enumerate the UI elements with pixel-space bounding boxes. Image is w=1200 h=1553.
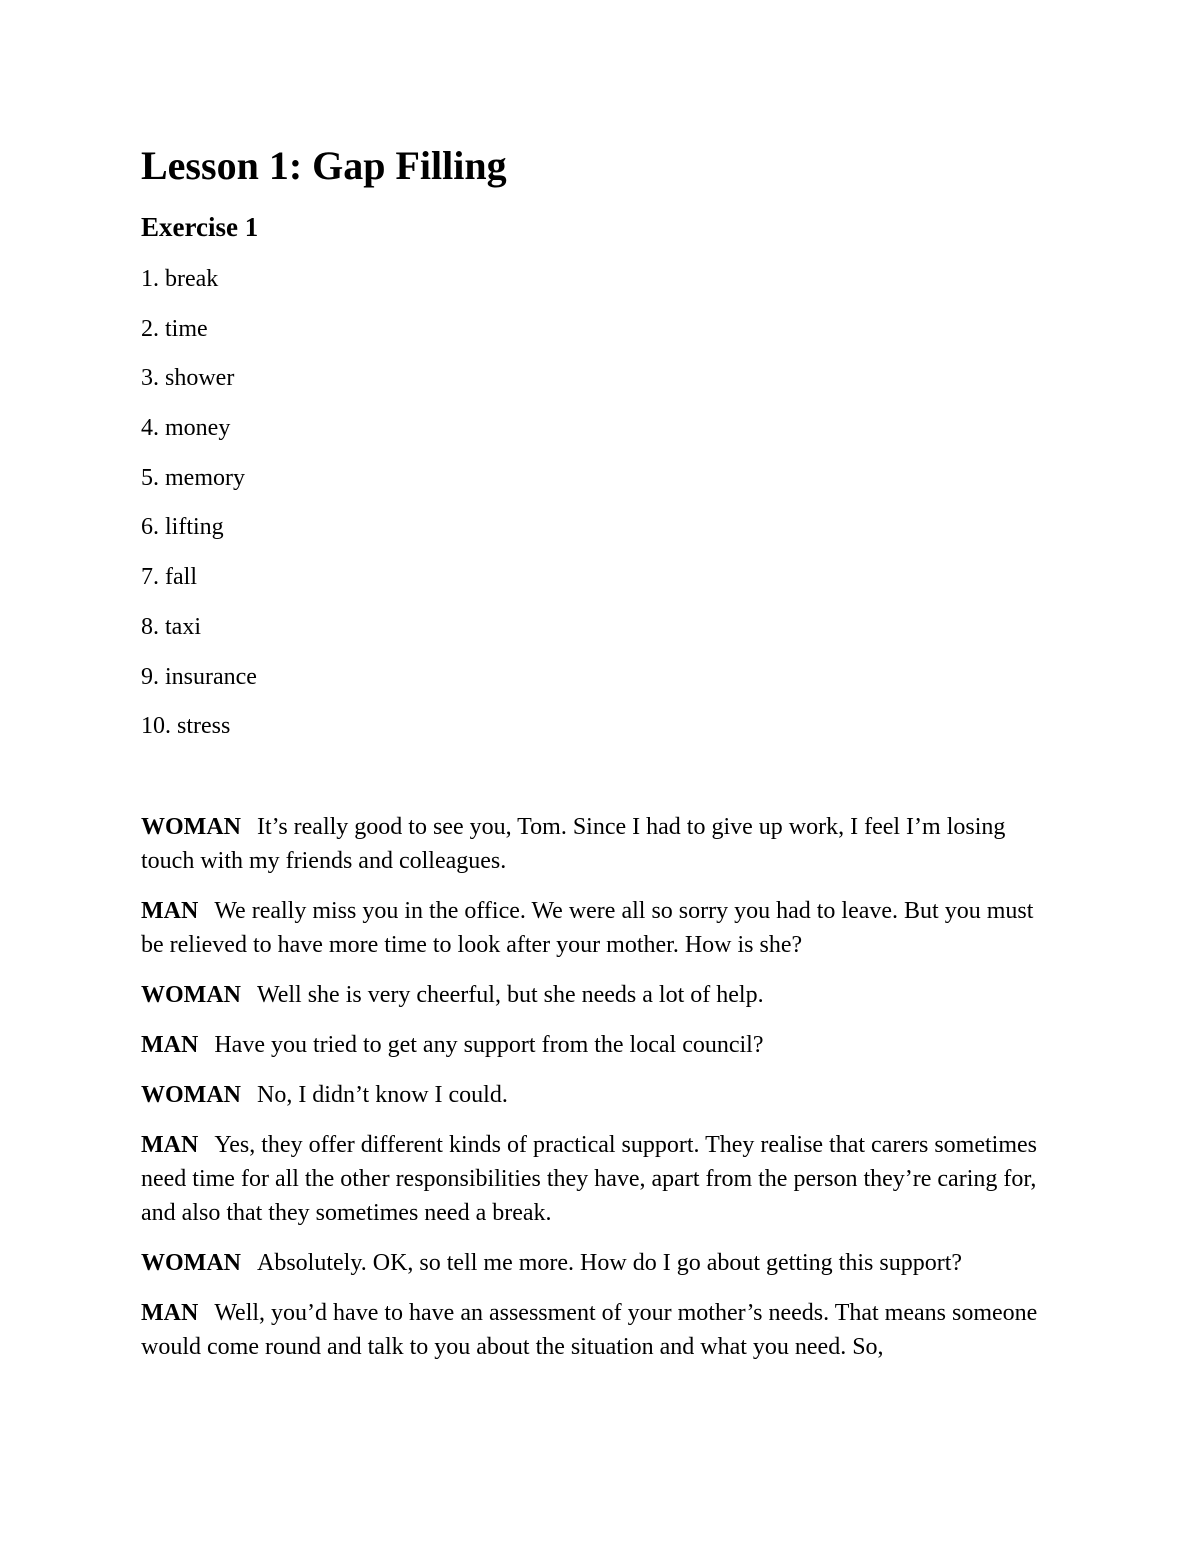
answer-item: 5. memory bbox=[141, 464, 245, 491]
dialogue-turn bbox=[141, 894, 1051, 962]
dialogue-text: No, I didn’t know I could. bbox=[256, 1082, 508, 1108]
answer-item: 8. taxi bbox=[141, 613, 201, 640]
answer-list bbox=[141, 263, 257, 760]
speaker-label: MAN bbox=[141, 1032, 199, 1058]
dialogue-turn bbox=[141, 810, 1051, 878]
answer-item: 2. time bbox=[141, 315, 208, 342]
lesson-title: Lesson 1: Gap Filling bbox=[141, 143, 507, 188]
dialogue-turn bbox=[141, 1078, 1051, 1112]
exercise-title: Exercise 1 bbox=[141, 212, 259, 242]
dialogue-text: Yes, they offer different kinds of practical support. They realise that carers sometimes need time for all the other responsibilities they have, apart from the person they’re caring for, and also that they sometimes need a break. bbox=[141, 1132, 1037, 1226]
answer-item: 10. stress bbox=[141, 713, 231, 740]
dialogue-turn bbox=[141, 978, 1051, 1012]
dialogue-text: Have you tried to get any support from the local council? bbox=[214, 1032, 764, 1058]
speaker-label: WOMAN bbox=[141, 1250, 241, 1276]
dialogue-turn bbox=[141, 1296, 1051, 1364]
speaker-label: WOMAN bbox=[141, 982, 241, 1008]
answer-item: 4. money bbox=[141, 415, 231, 442]
dialogue-turn bbox=[141, 1028, 1051, 1062]
dialogue-text: We really miss you in the office. We were all so sorry you had to leave. But you must be relieved to have more time to look after your mother. How is she? bbox=[141, 898, 1034, 958]
speaker-label: MAN bbox=[141, 1300, 199, 1326]
dialogue-text: It’s really good to see you, Tom. Since I had to give up work, I feel I’m losing touch with my friends and colleagues. bbox=[141, 814, 1006, 874]
speaker-label: WOMAN bbox=[141, 814, 241, 840]
dialogue-turn bbox=[141, 1246, 1051, 1280]
speaker-label: MAN bbox=[141, 1132, 199, 1158]
answer-item: 3. shower bbox=[141, 365, 235, 392]
dialogue-turn bbox=[141, 1128, 1051, 1230]
answer-item: 1. break bbox=[141, 266, 219, 292]
speaker-label: MAN bbox=[141, 898, 199, 924]
dialogue-text: Well, you’d have to have an assessment of your mother’s needs. That means someone would come round and talk to you about the situation and what you need. So, bbox=[141, 1300, 1038, 1360]
dialogue-text: Well she is very cheerful, but she needs a lot of help. bbox=[256, 982, 764, 1008]
dialogue-text: Absolutely. OK, so tell me more. How do I go about getting this support? bbox=[256, 1250, 963, 1276]
answer-item: 9. insurance bbox=[141, 663, 257, 690]
dialogue-transcript bbox=[141, 810, 1051, 1380]
answer-item: 7. fall bbox=[141, 564, 197, 591]
answer-item: 6. lifting bbox=[141, 514, 224, 541]
speaker-label: WOMAN bbox=[141, 1082, 241, 1108]
